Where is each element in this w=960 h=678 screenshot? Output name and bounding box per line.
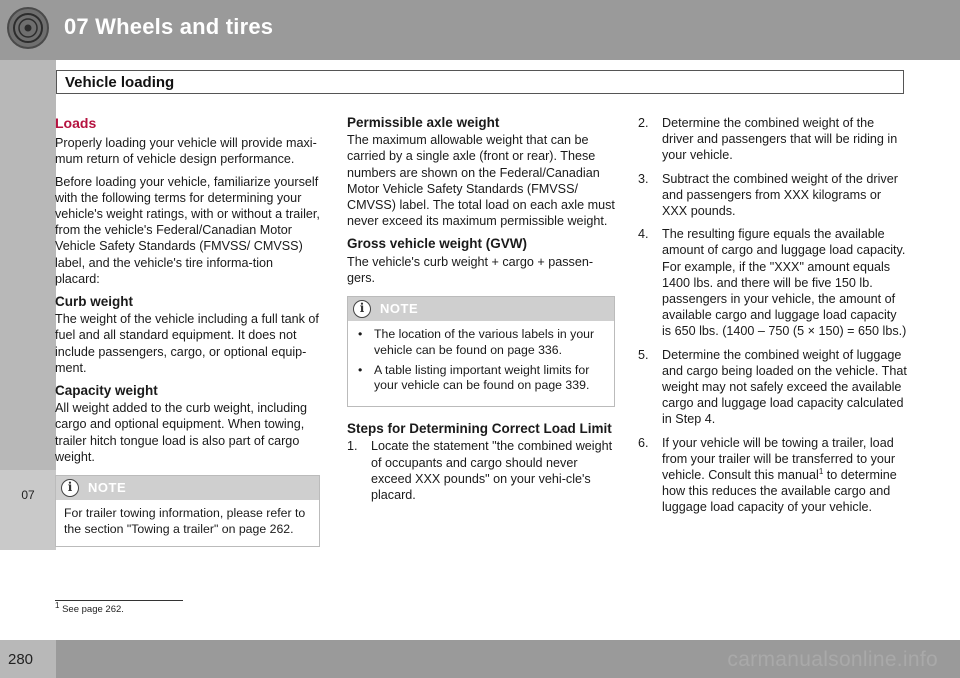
list-item — [356, 363, 606, 395]
step-number: 6. — [638, 435, 649, 450]
step-number: 1. — [347, 439, 358, 454]
bullet-text: A table listing important weight limits for your vehicle can be found on page 339. — [374, 362, 590, 393]
step-number: 2. — [638, 116, 649, 130]
step-text-part: If your vehicle will be towing a trailer, load from your trailer will be transferred to your vehicle. Consult this manual — [662, 435, 896, 483]
info-icon: i — [61, 479, 79, 497]
section-title-bar — [56, 70, 904, 94]
chapter-title: 07 Wheels and tires — [64, 14, 274, 39]
loads-terms: Before loading your vehicle, familiarize yourself with the following terms for determining your vehicle's weight ratings, with or without a trailer, from the vehicle's Federal/Canadian Motor Vehicle Safety Standards (FMVSS/ CMVSS) label, and the vehicle's tire informa-tion placard: — [55, 174, 320, 286]
footnote-text: See page 262. — [62, 604, 124, 615]
step-number: 4. — [638, 227, 649, 242]
wheel-logo-icon — [6, 6, 50, 50]
loads-heading: Loads — [55, 115, 97, 131]
note-body — [348, 321, 614, 406]
curb-weight-heading: Curb weight — [55, 294, 133, 310]
chapter-side-tab — [0, 470, 56, 550]
note-header — [348, 297, 614, 321]
gvw-text: The vehicle's curb weight + cargo + passen-gers. — [347, 254, 594, 285]
curb-weight-text: The weight of the vehicle including a full tank of fuel and all standard equipment. It does not include passengers, cargo, or optional equip-ment. — [55, 312, 319, 375]
note-label: NOTE — [380, 301, 419, 317]
watermark: carmanualsonline.info — [727, 648, 938, 671]
note-box-towing — [55, 475, 320, 547]
capacity-weight-heading: Capacity weight — [55, 383, 158, 399]
step-item — [638, 171, 908, 220]
step-text-part: to determine how this reduces the available cargo and luggage load capacity of your vehicle. — [662, 468, 897, 515]
steps-heading: Steps for Determining Correct Load Limit — [347, 421, 612, 437]
note-label: NOTE — [88, 480, 127, 496]
note-box-labels — [347, 296, 615, 407]
page-number: 280 — [8, 651, 34, 668]
column-2 — [347, 115, 615, 510]
step-text: Locate the statement "the combined weight of occupants and cargo should never exceed XXX pounds" on your vehi-cle's placard. — [371, 439, 613, 503]
step-item — [347, 438, 615, 503]
footnote-divider — [55, 600, 183, 601]
step-text: Determine the combined weight of luggage and cargo being loaded on the vehicle. That weight may not safely exceed the available cargo and luggage load capacity calculated in Step 4. — [662, 347, 907, 427]
bullet-icon: • — [358, 362, 363, 377]
step-text: Determine the combined weight of the driver and passengers that will be riding in your vehicle. — [662, 116, 898, 163]
loads-intro: Properly loading your vehicle will provide maxi-mum return of vehicle design performance. — [55, 136, 317, 167]
step-number: 3. — [638, 171, 649, 186]
chapter-side-tab-label: 07 — [21, 488, 35, 502]
footnote — [55, 600, 124, 615]
note-text: For trailer towing information, please refer to the section "Towing a trailer" on page 262. — [64, 506, 306, 536]
list-item — [356, 327, 606, 359]
step-text: Subtract the combined weight of the driver and passengers from XXX kilograms or XXX pounds. — [662, 171, 898, 219]
step-text — [662, 436, 897, 515]
gvw-heading: Gross vehicle weight (GVW) — [347, 236, 528, 252]
footnote-ref[interactable]: 1 — [818, 466, 824, 476]
section-title: Vehicle loading — [65, 74, 175, 91]
step-item — [638, 115, 908, 164]
note-header — [56, 476, 319, 500]
info-icon: i — [353, 300, 371, 318]
axle-weight-text: The maximum allowable weight that can be carried by a single axle (front or rear). These numbers are shown on the Federal/Canadian Motor Vehicle Safety Standards (FMVSS/ CMVSS) label. The total load on each axle must never exceed its maximum permissible weight. — [347, 133, 615, 229]
step-item — [638, 226, 908, 339]
axle-weight-heading: Permissible axle weight — [347, 115, 500, 130]
column-1 — [55, 115, 320, 557]
bullet-icon: • — [358, 327, 363, 342]
step-text: The resulting figure equals the available amount of cargo and luggage load capacity. For example, if the "XXX" amount equals 1400 lbs. and there will be five 150 lb. passengers in your vehicle, the amount of available cargo and luggage load capacity is 650 lbs. (1400 – 750 (5 × 150) = 650 lbs.) — [662, 227, 907, 339]
footnote-mark: 1 — [55, 600, 60, 610]
bullet-text: The location of the various labels in your vehicle can be found on page 336. — [374, 327, 595, 357]
step-item — [638, 347, 908, 428]
capacity-weight-text: All weight added to the curb weight, including cargo and optional equipment. When towing, trailer hitch tongue load is also part of cargo weight. — [55, 401, 308, 464]
step-item — [638, 435, 908, 516]
column-3 — [638, 115, 908, 523]
step-number: 5. — [638, 347, 649, 362]
